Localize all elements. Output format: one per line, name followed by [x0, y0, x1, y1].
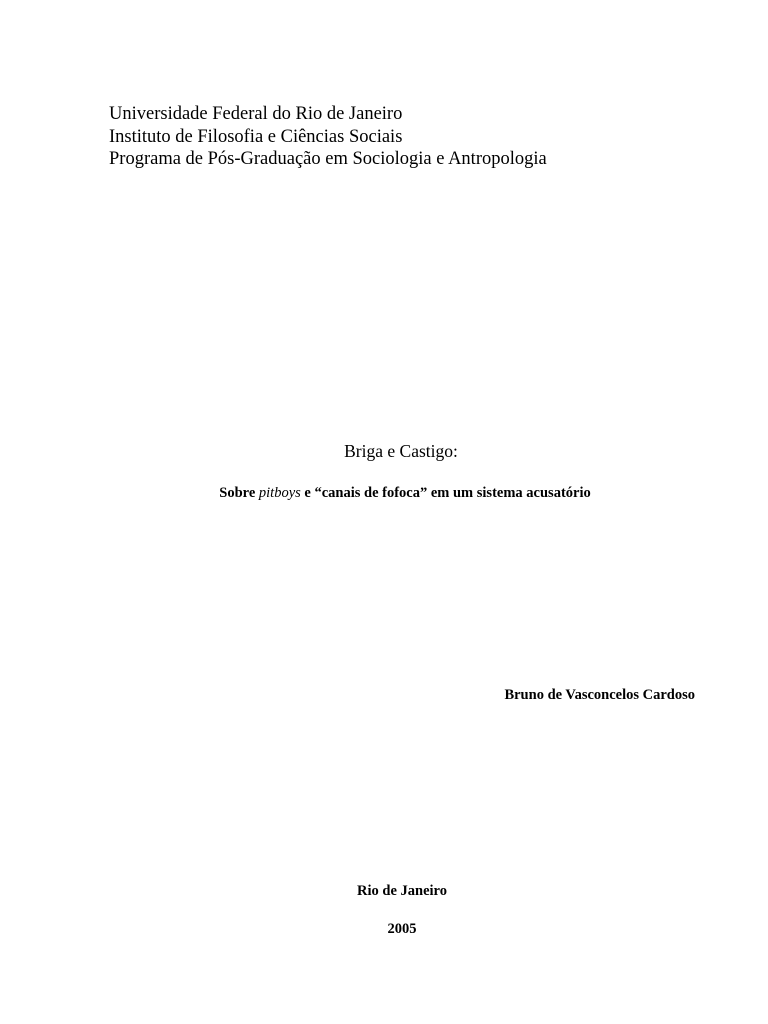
institution-header: [109, 103, 547, 171]
publication-place: Rio de Janeiro: [357, 883, 447, 899]
document-subtitle: [0, 483, 768, 503]
institute-name: Instituto de Filosofia e Ciências Sociais: [109, 126, 403, 147]
publication-year: 2005: [387, 921, 417, 937]
subtitle-suffix: e “canais de fofoca” em um sistema acusatório: [300, 485, 591, 501]
document-title: Briga e Castigo:: [344, 441, 458, 461]
university-name: Universidade Federal do Rio de Janeiro: [109, 104, 403, 124]
subtitle-italic-term: pitboys: [258, 485, 301, 501]
subtitle-prefix: Sobre: [219, 485, 259, 501]
author-name: Bruno de Vasconcelos Cardoso: [504, 687, 695, 703]
program-name: Programa de Pós-Graduação em Sociologia e Antropologia: [109, 149, 547, 169]
